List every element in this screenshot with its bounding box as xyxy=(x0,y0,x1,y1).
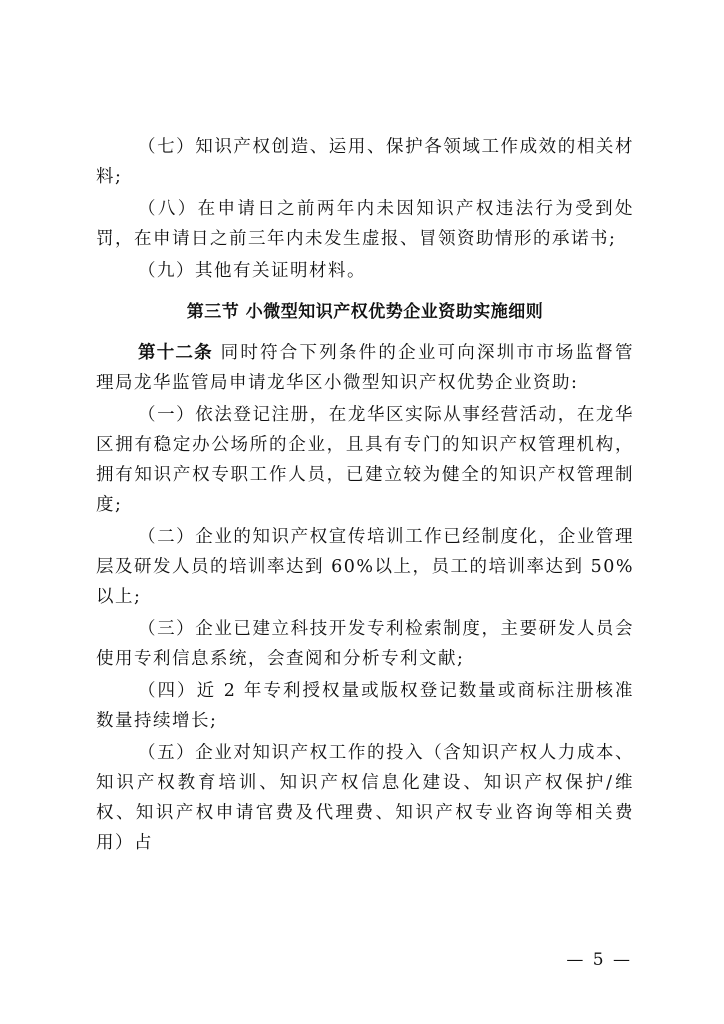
article-text: 同时符合下列条件的企业可向深圳市市场监督管理局龙华监管局申请龙华区小微型知识产权优势企业资助: xyxy=(96,343,635,393)
condition-item-3: （三）企业已建立科技开发专利检索制度，主要研发人员会使用专利信息系统，会查阅和分析专利文献; xyxy=(96,619,634,669)
condition-item-4: （四）近 2 年专利授权量或版权登记数量或商标注册核准数量持续增长; xyxy=(96,681,634,731)
section-heading: 第三节 小微型知识产权优势企业资助实施细则 xyxy=(186,302,544,322)
paragraph-item-7: （七）知识产权创造、运用、保护各领域工作成效的相关材料; xyxy=(96,137,634,187)
condition-item-2: （二）企业的知识产权宣传培训工作已经制度化，企业管理层及研发人员的培训率达到 60%以上，员工的培训率达到 50%以上; xyxy=(96,527,634,607)
article-label: 第十二条 xyxy=(138,343,213,363)
condition-item-1: （一）依法登记注册，在龙华区实际从事经营活动，在龙华区拥有稳定办公场所的企业，且具有专门的知识产权管理机构，拥有知识产权专职工作人员，已建立较为健全的知识产权管理制度; xyxy=(96,405,634,515)
condition-item-5: （五）企业对知识产权工作的投入（含知识产权人力成本、知识产权教育培训、知识产权信息化建设、知识产权保护/维权、知识产权申请官费及代理费、知识产权专业咨询等相关费用）占 xyxy=(96,743,634,853)
article-12 xyxy=(96,338,634,398)
paragraph-item-9: （九）其他有关证明材料。 xyxy=(138,261,366,281)
document-body xyxy=(96,132,634,860)
paragraph-item-8: （八）在申请日之前两年内未因知识产权违法行为受到处罚，在申请日之前三年内未发生虚报、冒领资助情形的承诺书; xyxy=(96,199,634,249)
page-number: — 5 — xyxy=(566,950,632,970)
